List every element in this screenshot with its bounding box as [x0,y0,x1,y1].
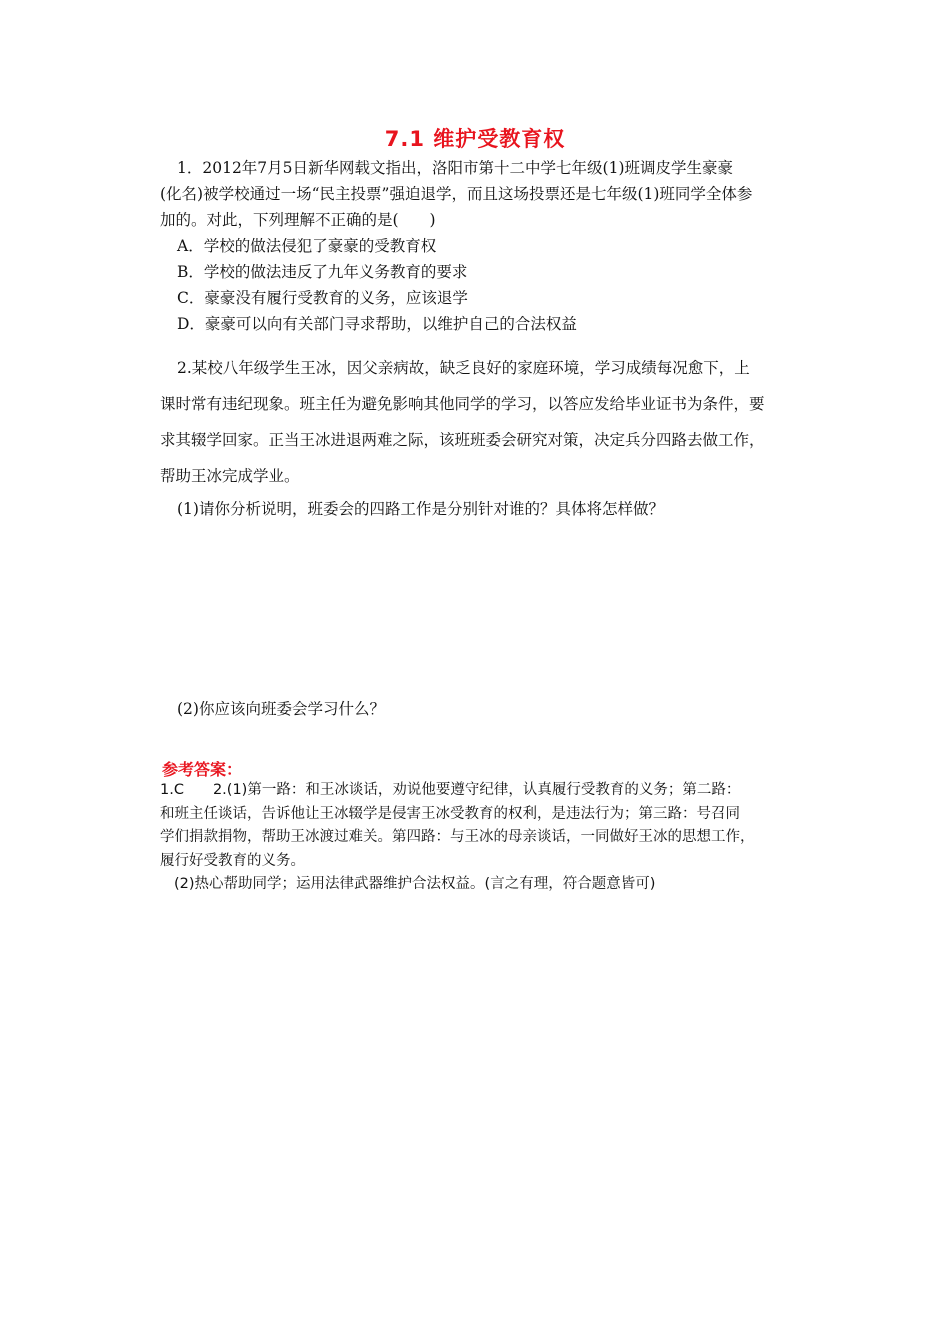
question-1-line: 加的。对此，下列理解不正确的是( ) [160,211,436,229]
answers-heading: 参考答案： [162,760,243,779]
answer-line: 学们捐款捐物，帮助王冰渡过难关。第四路：与王冰的母亲谈话，一同做好王冰的思想工作， [160,829,755,845]
answer-line: 履行好受教育的义务。 [160,852,305,869]
question-2-line: 帮助王冰完成学业。 [160,467,300,485]
option-d: D．豪豪可以向有关部门寻求帮助，以维护自己的合法权益 [177,315,577,333]
option-c: C．豪豪没有履行受教育的义务，应该退学 [177,289,468,307]
question-2-line: 课时常有违纪现象。班主任为避免影响其他同学的学习，以答应发给毕业证书为条件，要 [160,395,765,413]
answer-line: 1.C 2.(1)第一路：和王冰谈话，劝说他要遵守纪律，认真履行受教育的义务；第二路： [160,782,741,798]
question-1 [160,155,808,337]
answer-line: 和班主任谈话，告诉他让王冰辍学是侵害王冰受教育的权利，是违法行为；第三路：号召同 [160,805,740,822]
question-2-line: 2.某校八年级学生王冰，因父亲病故，缺乏良好的家庭环境，学习成绩每况愈下，上 [177,359,750,377]
question-1-line: (化名)被学校通过一场“民主投票”强迫退学，而且这场投票还是七年级(1)班同学全体参 [160,185,753,203]
question-2-sub-1: (1)请你分析说明，班委会的四路工作是分别针对谁的？具体将怎样做？ [177,500,664,518]
answers-block [160,779,800,897]
question-2-line: 求其辍学回家。正当王冰进退两难之际，该班班委会研究对策，决定兵分四路去做工作， [160,431,765,449]
question-1-line: 1．2012年7月5日新华网载文指出，洛阳市第十二中学七年级(1)班调皮学生豪豪 [177,159,733,177]
answer-line: (2)热心帮助同学；运用法律武器维护合法权益。(言之有理，符合题意皆可) [174,876,656,892]
option-a: A．学校的做法侵犯了豪豪的受教育权 [177,237,437,255]
page-title: 7.1 维护受教育权 [384,127,566,151]
option-b: B．学校的做法违反了九年义务教育的要求 [177,263,468,281]
question-2-sub-2: (2)你应该向班委会学习什么？ [177,700,385,718]
question-2 [160,350,808,494]
